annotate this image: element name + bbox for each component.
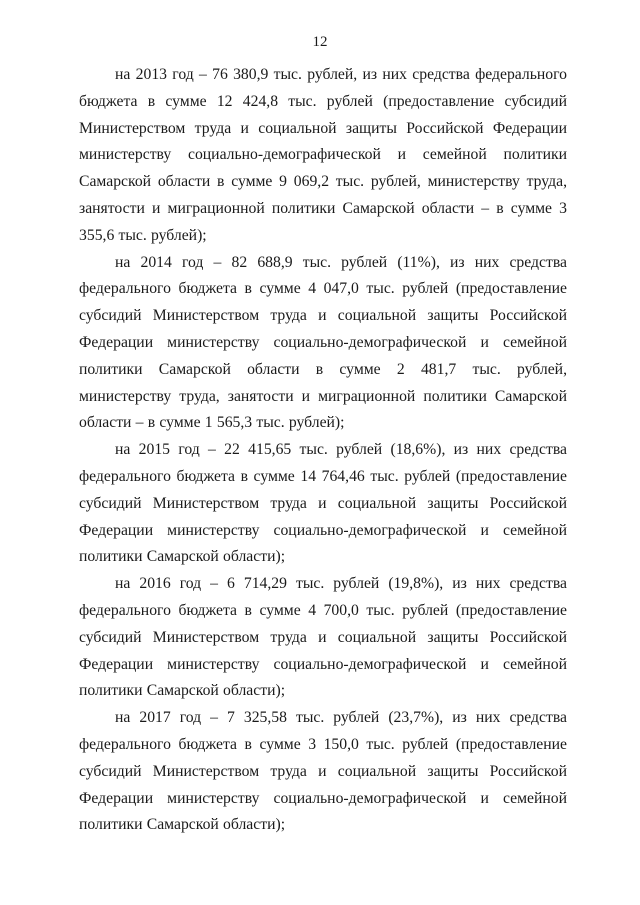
funding-paragraph-2014: на 2014 год – 82 688,9 тыс. рублей (11%), из них средства федерального бюджета в сумме 4 047,0 тыс. рублей (предоставление субсидий Министерством труда и социальной защиты Российской Федерации министерству социально-демографической и семейной политики Самарской области в сумме 2 481,7 тыс. рублей, министерству труда, занятости и миграционной политики Самарской области – в сумме 1 565,3 тыс. рублей); [79, 253, 567, 432]
funding-paragraph-2013: на 2013 год – 76 380,9 тыс. рублей, из них средства федерального бюджета в сумме 12 424,8 тыс. рублей (предоставление субсидий Министерством труда и социальной защиты Российской Федерации министерству социально-демографической и семейной политики Самарской области в сумме 9 069,2 тыс. рублей, министерству труда, занятости и миграционной политики Самарской области – в сумме 3 355,6 тыс. рублей); [79, 66, 567, 244]
funding-paragraph-2015: на 2015 год – 22 415,65 тыс. рублей (18,6%), из них средства федерального бюджета в сумме 14 764,46 тыс. рублей (предоставление субсидий Министерством труда и социальной защиты Российской Федерации министерству социально-демографической и семейной политики Самарской области); [79, 441, 567, 566]
document-body [79, 62, 567, 839]
funding-paragraph-2017: на 2017 год – 7 325,58 тыс. рублей (23,7%), из них средства федерального бюджета в сумме 3 150,0 тыс. рублей (предоставление субсидий Министерством труда и социальной защиты Российской Федерации министерству социально-демографической и семейной политики Самарской области); [79, 709, 567, 834]
page-number: 12 [312, 34, 328, 50]
funding-paragraph-2016: на 2016 год – 6 714,29 тыс. рублей (19,8%), из них средства федерального бюджета в сумме 4 700,0 тыс. рублей (предоставление субсидий Министерством труда и социальной защиты Российской Федерации министерству социально-демографической и семейной политики Самарской области); [79, 575, 567, 700]
